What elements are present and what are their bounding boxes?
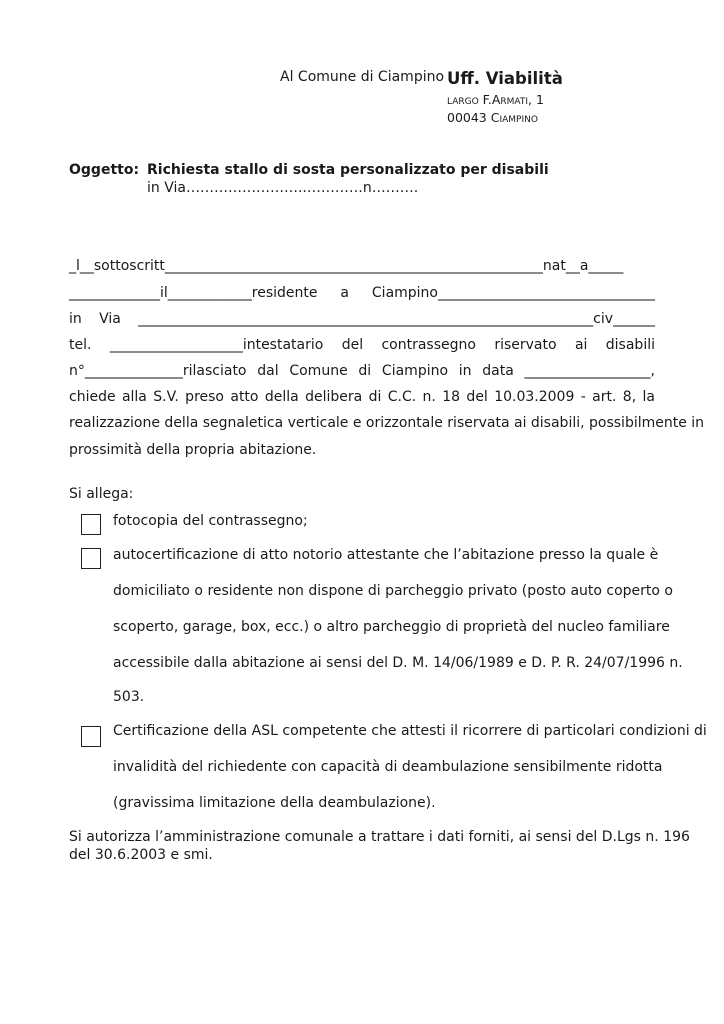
form-line-birth-residence: _____________il____________residente a Ciampino_______________________________: [69, 285, 655, 301]
form-line-request: chiede alla S.V. preso atto della delibera di C.C. n. 18 del 10.03.2009 - art. 8, la: [69, 389, 655, 405]
attachment-asl-line: invalidità del richiedente con capacità di deambulazione sensibilmente ridotta: [113, 759, 663, 775]
subject-street-line: in Via……………………..…………n……….: [147, 180, 419, 196]
attachment-item-permit-copy: fotocopia del contrassegno;: [113, 513, 308, 529]
form-line-name: _l__sottoscritt______________________________________________________nat__a_____: [69, 258, 624, 274]
attachment-asl-line: (gravissima limitazione della deambulazione).: [113, 795, 436, 811]
attachment-self-cert-line: domiciliato o residente non dispone di parcheggio privato (posto auto coperto o: [113, 583, 673, 599]
recipient-address-line2: 00043 Ciampino: [447, 110, 538, 125]
form-line-permit-number: n°______________rilasciato dal Comune di Ciampino in data __________________,: [69, 363, 655, 379]
subject-label: Oggetto:: [69, 162, 140, 178]
recipient-address-line1: largo F.Armati, 1: [447, 92, 544, 107]
attachment-self-cert-line: autocertificazione di atto notorio attestante che l’abitazione presso la quale è: [113, 547, 659, 563]
attachment-self-cert-line: scoperto, garage, box, ecc.) o altro parcheggio di proprietà del nucleo familiare: [113, 619, 670, 635]
attachment-asl-line: Certificazione della ASL competente che attesti il ricorrere di particolari condizioni di: [113, 723, 707, 739]
attachment-checkbox-permit-copy[interactable]: [81, 514, 101, 535]
form-line-street: in Via _________________________________________________________________civ______: [69, 311, 655, 327]
privacy-consent-line1: Si autorizza l’amministrazione comunale a trattare i dati forniti, ai sensi del D.Lgs n. 196: [69, 829, 690, 845]
attachments-label: Si allega:: [69, 486, 134, 502]
subject-title: Richiesta stallo di sosta personalizzato per disabili: [147, 162, 549, 178]
attachment-self-cert-line: accessibile dalla abitazione ai sensi del D. M. 14/06/1989 e D. P. R. 24/07/1996 n.: [113, 655, 683, 671]
privacy-consent-line2: del 30.6.2003 e smi.: [69, 847, 213, 863]
form-line-request-end: prossimità della propria abitazione.: [69, 442, 317, 458]
attachment-self-cert-line: 503.: [113, 689, 145, 705]
form-line-phone: tel. ___________________intestatario del contrassegno riservato ai disabili: [69, 337, 655, 353]
recipient-to: Al Comune di Ciampino: [280, 69, 445, 85]
attachment-checkbox-asl-certificate[interactable]: [81, 726, 101, 747]
attachment-checkbox-self-certification[interactable]: [81, 548, 101, 569]
recipient-office: Uff. Viabilità: [447, 69, 563, 88]
form-line-request-cont: realizzazione della segnaletica verticale e orizzontale riservata ai disabili, possibilmente in: [69, 415, 705, 431]
